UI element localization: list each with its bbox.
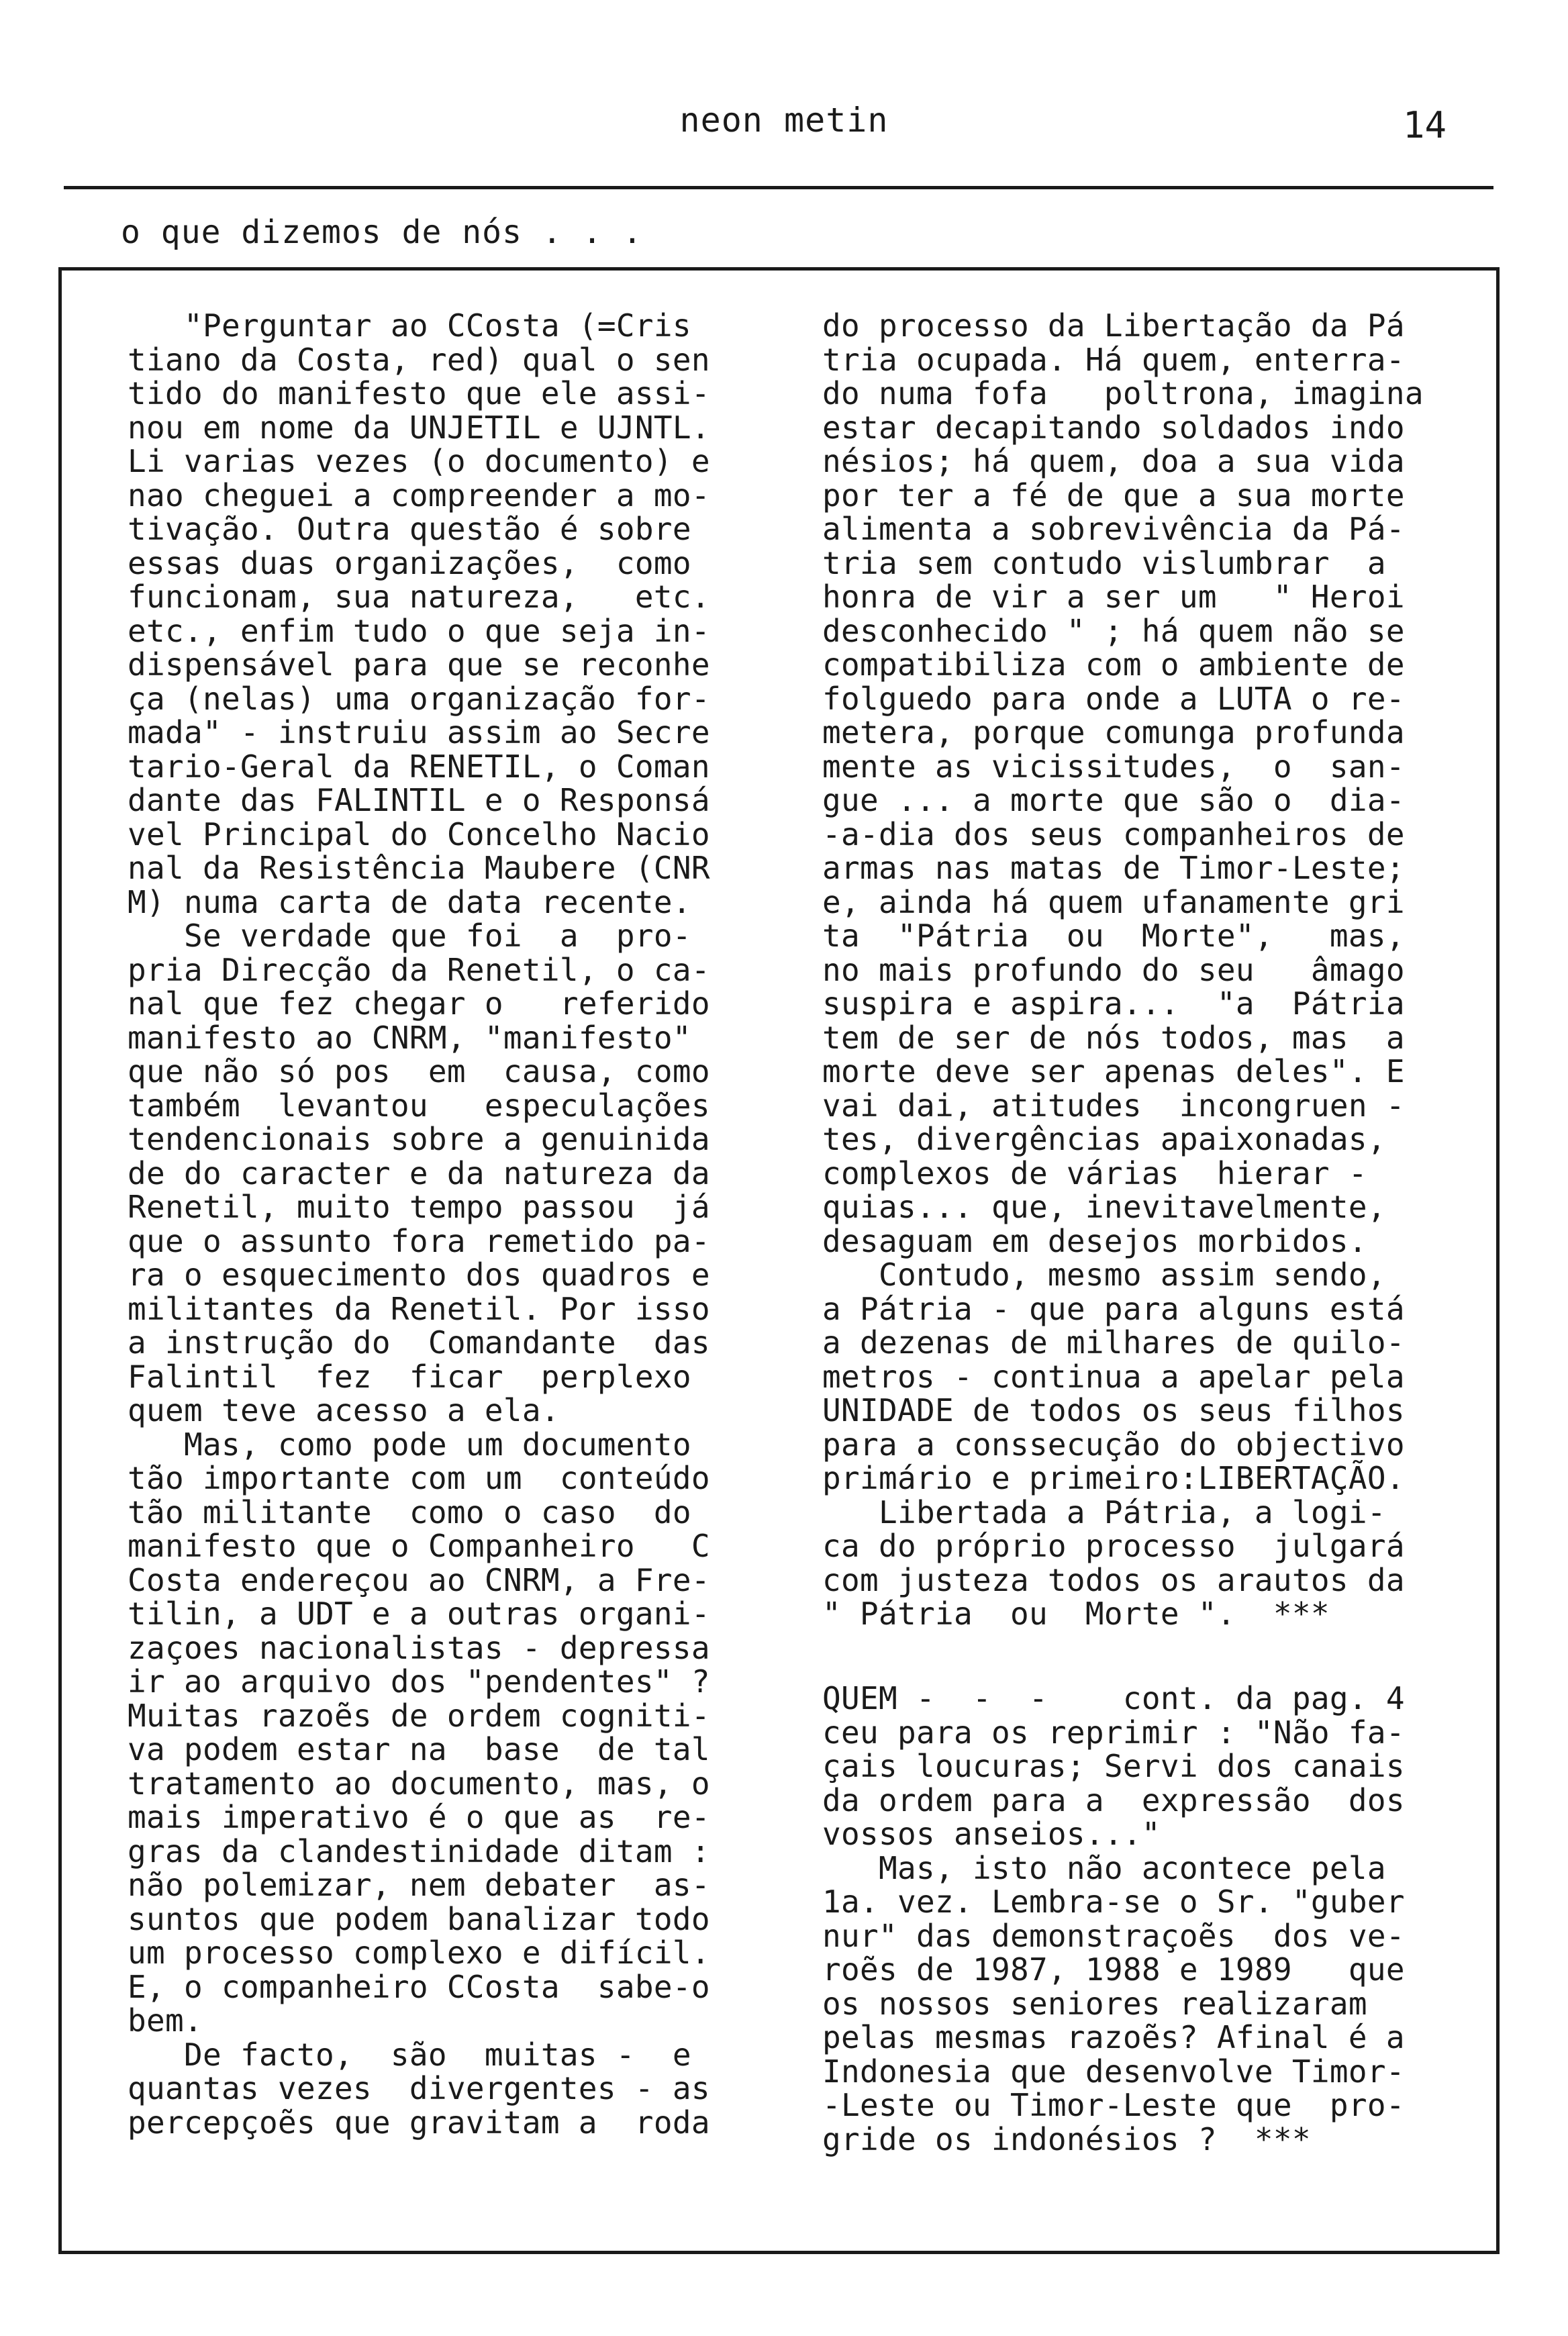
text-line: De facto, são muitas - e bbox=[128, 2036, 691, 2073]
text-line: um processo complexo e difícil. bbox=[128, 1935, 710, 1971]
text-line: ta "Pátria ou Morte", mas, bbox=[822, 918, 1405, 954]
text-line: tão militante como o caso do bbox=[128, 1494, 691, 1530]
text-line: 1a. vez. Lembra-se o Sr. "guber bbox=[822, 1884, 1405, 1920]
right-column bbox=[822, 309, 1424, 1631]
text-line: militantes da Renetil. Por isso bbox=[128, 1290, 710, 1327]
text-line: çais loucuras; Servi dos canais bbox=[822, 1748, 1405, 1784]
text-line: essas duas organizações, como bbox=[128, 544, 691, 581]
text-line: tão importante com um conteúdo bbox=[128, 1460, 710, 1496]
text-line: vai dai, atitudes incongruen - bbox=[822, 1087, 1405, 1124]
text-line: -a-dia dos seus companheiros de bbox=[822, 816, 1405, 853]
text-line: nur" das demonstraçoẽs dos ve- bbox=[822, 1917, 1405, 1954]
text-line: do processo da Libertação da Pá bbox=[822, 307, 1405, 344]
text-line: Se verdade que foi a pro- bbox=[128, 918, 691, 954]
text-line: que o assunto fora remetido pa- bbox=[128, 1222, 710, 1259]
left-column bbox=[128, 309, 710, 2139]
text-line: nao cheguei a compreender a mo- bbox=[128, 477, 710, 514]
text-line: não polemizar, nem debater as- bbox=[128, 1867, 710, 1903]
text-line: tes, divergências apaixonadas, bbox=[822, 1121, 1386, 1157]
text-line: quem teve acesso a ela. bbox=[128, 1392, 560, 1428]
text-line: gride os indonésios ? *** bbox=[822, 2121, 1311, 2157]
text-line: roẽs de 1987, 1988 e 1989 que bbox=[822, 1951, 1405, 1988]
text-line: bem. bbox=[128, 2002, 203, 2039]
text-line: " Pátria ou Morte ". *** bbox=[822, 1596, 1330, 1632]
text-line: QUEM - - - cont. da pag. 4 bbox=[822, 1680, 1405, 1716]
text-line: tratamento ao documento, mas, o bbox=[128, 1765, 710, 1802]
text-line: ir ao arquivo dos "pendentes" ? bbox=[128, 1663, 710, 1700]
text-line: com justeza todos os arautos da bbox=[822, 1561, 1405, 1598]
text-line: ra o esquecimento dos quadros e bbox=[128, 1257, 710, 1293]
text-line: UNIDADE de todos os seus filhos bbox=[822, 1392, 1405, 1428]
text-line: pelas mesmas razoẽs? Afinal é a bbox=[822, 2019, 1405, 2055]
text-line: etc., enfim tudo o que seja in- bbox=[128, 612, 710, 649]
text-line: nou em nome da UNJETIL e UJNTL. bbox=[128, 409, 710, 446]
text-line: do numa fofa poltrona, imagina bbox=[822, 375, 1424, 411]
header-rule bbox=[64, 186, 1493, 189]
text-line: Muitas razoẽs de ordem cogniti- bbox=[128, 1697, 710, 1734]
text-line: por ter a fé de que a sua morte bbox=[822, 477, 1405, 514]
text-line: gue ... a morte que são o dia- bbox=[822, 782, 1405, 818]
text-line: pria Direcção da Renetil, o ca- bbox=[128, 951, 710, 988]
text-line: quias... que, inevitavelmente, bbox=[822, 1189, 1386, 1225]
text-line: -Leste ou Timor-Leste que pro- bbox=[822, 2087, 1405, 2123]
text-line: manifesto que o Companheiro C bbox=[128, 1528, 710, 1564]
text-line: compatibiliza com o ambiente de bbox=[822, 646, 1405, 683]
text-line: ca do próprio processo julgará bbox=[822, 1528, 1405, 1564]
text-line: tria sem contudo vislumbrar a bbox=[822, 544, 1386, 581]
text-line: estar decapitando soldados indo bbox=[822, 409, 1405, 446]
text-line: a instrução do Comandante das bbox=[128, 1324, 710, 1361]
text-line: vel Principal do Concelho Nacio bbox=[128, 816, 710, 853]
text-line: mente as vicissitudes, o san- bbox=[822, 748, 1405, 785]
text-line: Indonesia que desenvolve Timor- bbox=[822, 2053, 1405, 2090]
text-line: dante das FALINTIL e o Responsá bbox=[128, 782, 710, 818]
text-line: gras da clandestinidade ditam : bbox=[128, 1833, 710, 1869]
text-line: Contudo, mesmo assim sendo, bbox=[822, 1257, 1386, 1293]
text-line: a Pátria - que para alguns está bbox=[822, 1290, 1405, 1327]
text-line: honra de vir a ser um " Heroi bbox=[822, 579, 1405, 615]
text-line: Falintil fez ficar perplexo bbox=[128, 1358, 691, 1395]
text-line: E, o companheiro CCosta sabe-o bbox=[128, 1968, 710, 2005]
text-line: tario-Geral da RENETIL, o Coman bbox=[128, 748, 710, 785]
text-line: metera, porque comunga profunda bbox=[822, 714, 1405, 750]
text-line: vossos anseios..." bbox=[822, 1816, 1161, 1852]
text-line: desconhecido " ; há quem não se bbox=[822, 612, 1405, 649]
text-line: no mais profundo do seu âmago bbox=[822, 951, 1405, 988]
text-line: Mas, isto não acontece pela bbox=[822, 1849, 1386, 1886]
text-line: de do caracter e da natureza da bbox=[128, 1155, 710, 1191]
text-line: Costa endereçou ao CNRM, a Fre- bbox=[128, 1561, 710, 1598]
text-line: e, ainda há quem ufanamente gri bbox=[822, 883, 1405, 920]
text-line: manifesto ao CNRM, "manifesto" bbox=[128, 1019, 691, 1056]
text-line: suntos que podem banalizar todo bbox=[128, 1900, 710, 1937]
text-line: tendencionais sobre a genuinida bbox=[128, 1121, 710, 1157]
text-line: armas nas matas de Timor-Leste; bbox=[822, 850, 1405, 886]
text-line: folguedo para onde a LUTA o re- bbox=[822, 680, 1405, 717]
text-line: primário e primeiro:LIBERTAÇÃO. bbox=[822, 1460, 1405, 1496]
text-line: tilin, a UDT e a outras organi- bbox=[128, 1596, 710, 1632]
text-line: nal que fez chegar o referido bbox=[128, 985, 710, 1022]
text-line: tiano da Costa, red) qual o sen bbox=[128, 341, 710, 378]
text-line: Mas, como pode um documento bbox=[128, 1426, 691, 1463]
text-line: alimenta a sobrevivência da Pá- bbox=[822, 511, 1405, 547]
text-line: Libertada a Pátria, a logi- bbox=[822, 1494, 1386, 1530]
text-line: os nossos seniores realizaram bbox=[822, 1985, 1367, 2022]
text-line: para a conssecução do objectivo bbox=[822, 1426, 1405, 1463]
right-column-lower bbox=[822, 1682, 1405, 2156]
text-line: da ordem para a expressão dos bbox=[822, 1782, 1405, 1818]
text-line: zaçoes nacionalistas - depressa bbox=[128, 1629, 710, 1666]
text-line: morte deve ser apenas deles". E bbox=[822, 1053, 1405, 1089]
header-title: neon metin bbox=[679, 101, 889, 140]
text-line: tem de ser de nós todos, mas a bbox=[822, 1019, 1405, 1056]
text-line: M) numa carta de data recente. bbox=[128, 883, 691, 920]
text-line: suspira e aspira... "a Pátria bbox=[822, 985, 1405, 1022]
text-line: dispensável para que se reconhe bbox=[128, 646, 710, 683]
text-line: nal da Resistência Maubere (CNR bbox=[128, 850, 710, 886]
text-line: desaguam em desejos morbidos. bbox=[822, 1222, 1367, 1259]
text-line: mais imperativo é o que as re- bbox=[128, 1799, 710, 1835]
text-line: a dezenas de milhares de quilo- bbox=[822, 1324, 1405, 1361]
text-line: que não só pos em causa, como bbox=[128, 1053, 710, 1089]
text-line: funcionam, sua natureza, etc. bbox=[128, 579, 710, 615]
text-line: tria ocupada. Há quem, enterra- bbox=[822, 341, 1405, 378]
text-line: quantas vezes divergentes - as bbox=[128, 2070, 710, 2106]
text-line: também levantou especulações bbox=[128, 1087, 710, 1124]
text-line: tivação. Outra questão é sobre bbox=[128, 511, 691, 547]
text-line: Renetil, muito tempo passou já bbox=[128, 1189, 710, 1225]
text-line: ceu para os reprimir : "Não fa- bbox=[822, 1714, 1405, 1751]
text-line: metros - continua a apelar pela bbox=[822, 1358, 1405, 1395]
text-line: mada" - instruiu assim ao Secre bbox=[128, 714, 710, 750]
text-line: "Perguntar ao CCosta (=Cris bbox=[128, 307, 691, 344]
text-line: complexos de várias hierar - bbox=[822, 1155, 1367, 1191]
text-line: nésios; há quem, doa a sua vida bbox=[822, 443, 1405, 479]
text-line: va podem estar na base de tal bbox=[128, 1731, 710, 1767]
text-line: tido do manifesto que ele assi- bbox=[128, 375, 710, 411]
page-number: 14 bbox=[1403, 104, 1447, 146]
text-line: percepçoẽs que gravitam a roda bbox=[128, 2104, 710, 2141]
text-line: ça (nelas) uma organização for- bbox=[128, 680, 710, 717]
text-line: Li varias vezes (o documento) e bbox=[128, 443, 710, 479]
section-title: o que dizemos de nós . . . bbox=[121, 213, 643, 251]
